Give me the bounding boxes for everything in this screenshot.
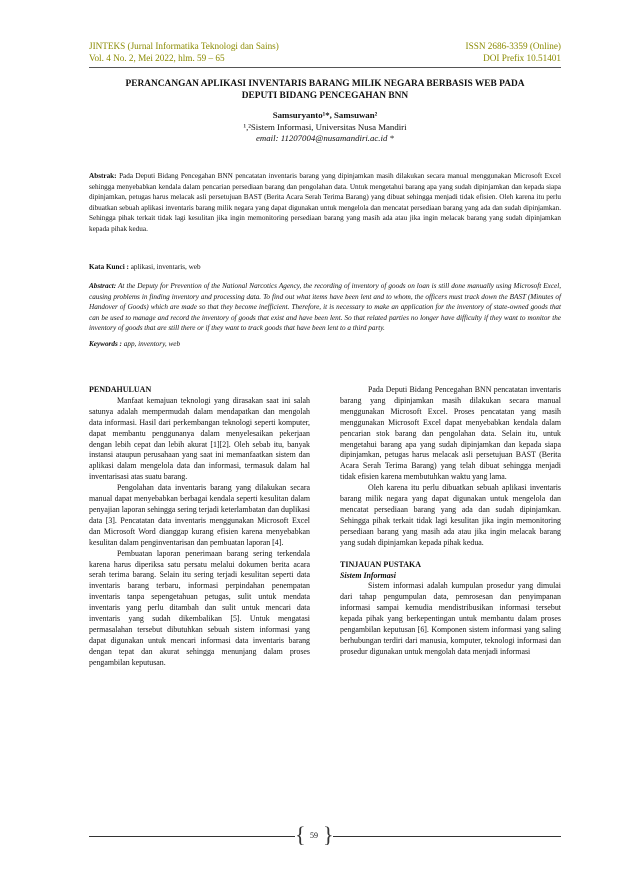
abstract-label: Abstract: xyxy=(89,282,117,290)
review-heading: TINJAUAN PUSTAKA xyxy=(340,559,421,569)
review-subheading: Sistem Informasi xyxy=(340,570,396,580)
journal-volume: Vol. 4 No. 2, Mei 2022, hlm. 59 – 65 xyxy=(89,53,225,63)
right-paragraph-1: Pada Deputi Bidang Pencegahan BNN pencatatan inventaris barang yang dipinjamkan masih dilakukan secara manual menggunakan Microsoft Excel. Proses pencatatan yang masih menggunakan Microsoft Excel dapat menyebabkan kendala dalam pencarian stok barang dan pengolahan data. Selain itu, untuk mengetahui barang apa yang sudah dipinjamkan dan kepada siapa dipinjamkan, petugas harus melacak asli persetujuan BAST (Berita Acara Serah Terima Barang) yang telah dibuat sehingga menjadi tidak efisien karena membutuhkan waktu yang lama. xyxy=(340,385,561,482)
footer-divider-right xyxy=(333,836,561,837)
intro-heading: PENDAHULUAN xyxy=(89,385,152,394)
intro-paragraph-2: Pengolahan data inventaris barang yang dilakukan secara manual dapat menyebabkan berbagai kendala seperti kesulitan dalam penyajian laporan sehingga sering terjadi keterlambatan dan duplikasi data [3]. Pencatatan data inventaris menggunakan Microsoft Excel dan Microsoft Word dianggap kurang efisien karena menyebabkan kesulitan dalam penginventarisan dan pembuatan laporan [4]. xyxy=(89,483,310,547)
journal-name: JINTEKS (Jurnal Informatika Teknologi dan Sains) xyxy=(89,41,279,51)
journal-header xyxy=(89,40,279,64)
abstrak-label: Abstrak: xyxy=(89,172,117,180)
author-names: Samsuryanto¹*, Samsuwan² xyxy=(272,110,378,120)
journal-issn: ISSN 2686-3359 (Online) xyxy=(465,41,561,51)
title-line-2: DEPUTI BIDANG PENCEGAHAN BNN xyxy=(241,91,409,101)
keywords-label: Keywords : xyxy=(89,340,122,348)
keywords-text: app, inventory, web xyxy=(123,340,181,348)
intro-paragraph-1: Manfaat kemajuan teknologi yang dirasakan saat ini salah satunya adalah mempermudah dalam mendapatkan dan mengolah data informasi. Hasil dari perkembangan teknologi seperti komputer, dapat membantu penggunanya dalam menyelesaikan pekerjaan dengan lebih cepat dan lebih akurat [1][2]. Oleh sebab itu, banyak instansi ataupun perusahaan yang saat ini memanfaatkan sistem dan aplikasi dalam mengelola data dan informasi, termasuk dalam hal inventarisasi atas suatu barang. xyxy=(89,395,310,482)
kata-kunci-text: aplikasi, inventaris, web xyxy=(130,263,201,271)
paper-title xyxy=(89,78,561,102)
right-column xyxy=(340,385,561,658)
abstract-paragraph xyxy=(89,281,561,334)
abstrak-paragraph xyxy=(89,171,561,235)
page-brace-right: } xyxy=(323,822,334,847)
title-line-1: PERANCANGAN APLIKASI INVENTARIS BARANG MILIK NEGARA BERBASIS WEB PADA xyxy=(125,79,525,89)
kata-kunci xyxy=(89,262,561,273)
author-email: email: 11207004@nusamandiri.ac.id * xyxy=(256,133,394,143)
journal-identifiers xyxy=(466,40,561,64)
journal-doi: DOI Prefix 10.51401 xyxy=(483,53,561,63)
review-paragraph-1: Sistem informasi adalah kumpulan prosedur yang dimulai dari tahap pengumpulan data, pemrosesan dan penyimpanan informasi sampai kemudia mendistribusikan informasi tersebut kepada pihak yang berkepentingan untuk membantu dalam proses pengambilan keputusan [6]. Komponen sistem informasi yang saling berhubungan terdiri dari manusia, komputer, teknologi informasi dan prosedur digunakan untuk mengolah data menjadi informasi xyxy=(340,581,561,656)
intro-paragraph-3: Pembuatan laporan penerimaan barang sering terkendala karena harus diperiksa satu persatu melalui dokumen berita acara serah terima barang. Selain itu sering terjadi kesulitan seperti data inventaris barang terbaru, informasi perpindahan penempatan inventaris tanpa sepengetahuan petugas, sulit untuk mendata inventaris yang perlu ditambah dan sulit untuk mencari data inventaris yang sudah dikembalikan [5]. Untuk mengatasi permasalahan tersebut dibutuhkan sebuah sistem informasi yang dapat digunakan untuk mencari informasi data inventaris barang dengan tepat dan akurat sehingga menunjang dalam proses pengambilan keputusan. xyxy=(89,548,310,667)
keywords xyxy=(89,339,561,350)
kata-kunci-label: Kata Kunci : xyxy=(89,263,129,271)
right-paragraph-2: Oleh karena itu perlu dibuatkan sebuah aplikasi inventaris barang milik negara yang dapat digunakan untuk mengelola dan mencatat persediaan barang yang ada dan sudah dipinjamkan. Sehingga pihak terkait tidak lagi kesulitan jika ingin memonitoring persediaan barang yang masih ada atau jika ingin melacak barang yang sudah dipinjamkan kepada pihak kedua. xyxy=(340,483,561,547)
header-divider xyxy=(89,67,561,68)
author-block xyxy=(89,110,561,145)
author-affiliation: ¹,²Sistem Informasi, Universitas Nusa Mandiri xyxy=(243,121,407,132)
abstrak-text: Pada Deputi Bidang Pencegahan BNN pencatatan inventaris barang yang dipinjamkan masih dilakukan secara manual menggunakan Microsoft Excel sehingga menyebabkan kendala dalam pencarian persediaan barang dan pengolahan data. Untuk mengetahui barang apa yang sudah dipinjamkan dan kepada siapa dipinjamkan, petugas harus melacak asli persetujuan BAST (Berita Acara Serah Terima Barang) yang dibuat sehingga menjadi tidak efisien. Oleh karena itu perlu dibuatkan sebuah aplikasi inventaris barang milik negara yang dapat digunakan untuk mengelola dan mencatat persediaan barang yang ada dan sudah dipinjamkan. Sehingga pihak terkait tidak lagi kesulitan jika ingin memonitoring persediaan barang yang masih ada atau jika ingin melacak barang yang sudah dipinjamkan kepada pihak kedua. xyxy=(89,172,561,233)
left-column xyxy=(89,385,310,669)
page-number: 59 xyxy=(310,831,318,840)
footer-divider-left xyxy=(89,836,295,837)
page-brace-left: { xyxy=(295,822,306,847)
abstract-text: At the Deputy for Prevention of the National Narcotics Agency, the recording of inventory of goods on loan is still done manually using Microsoft Excel, causing problems in finding inventory and processing data. To find out what items have been lent and to whom, the officers must track down the BAST (Minutes of Handover of Goods) which are made so that they become inefficient. Therefore, it is necessary to make an application for the inventory of state-owned goods that can be used to manage and record the inventory of goods that exist and have been lent. So that related parties no longer have difficulty if they want to monitor the inventory of goods that are still there or if they want to track goods that have been lent to a third party. xyxy=(89,282,561,333)
